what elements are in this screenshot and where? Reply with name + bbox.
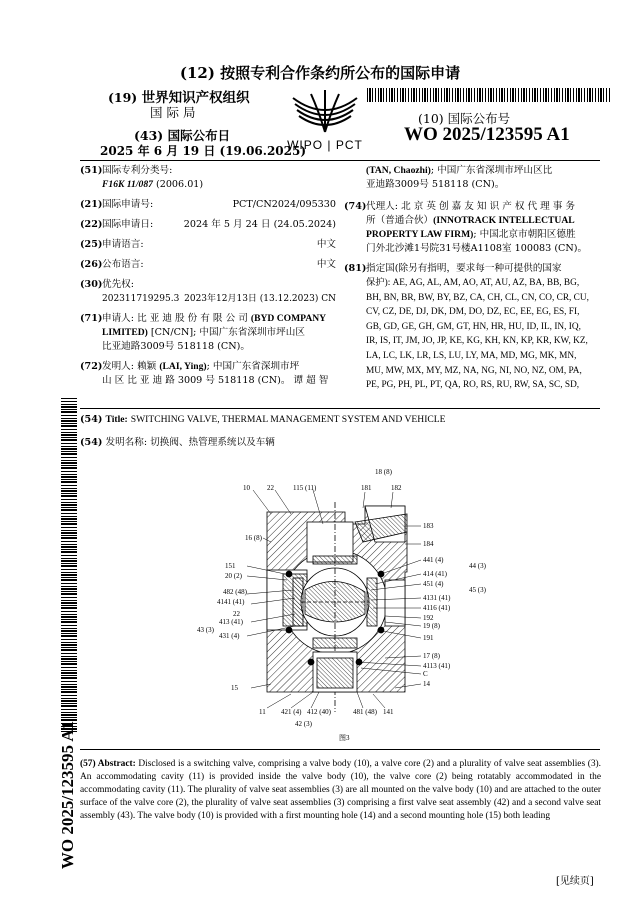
header-divider [80,160,600,161]
ref-42: 42 (3) [295,720,312,728]
document-type-title: (12) 按照专利合作条约所公布的国际申请 [179,64,461,82]
ref-16: 16 (8) [245,534,262,542]
pubdate-label: (43) 国际公布日 [134,128,231,143]
abstract-label: (57) Abstract: [80,759,136,769]
ipc-class: F16K 11/087 [102,179,153,190]
priority-row: 202311719295.3 2023年12月13日 (13.12.2023) CN [102,294,336,304]
ref-481: 481 (48) [353,708,377,716]
ref-4116: 4116 (41) [423,604,451,612]
left-bibliographic-column: (51) 国际专利分类号: F16K 11/087 (2006.01) (21)国际申请号: PCT/CN2024/095330 (22)国际申请日: 2024 年 5 月 24 日 (24.05.2024) (25)申请语言: 中文 (26)公布语言: 中文 (30) 优先权: 202311719295.3 2023年12月13日 (13.12.2023) CN (71) 申请人: 比 亚 迪 股 份 有 限 公 司 (BYD COMPANY LIMITED) [CN/CN]; 中国广东省深圳市坪山区 比亚迪路3009号 518118 (CN)。 (72) 发明人: 赖颖 (LAI, Ying); 中国广东省深圳市坪 山 区 比 亚 迪 路 3009 号 518118 (CN)。 谭 超 智 [80,165,336,386]
biblio-divider [80,408,600,409]
ref-191: 191 [423,634,434,642]
ref-482: 482 (48) [223,588,247,596]
ref-182: 182 [391,484,402,492]
ref-413: 413 (41) [219,618,243,626]
wipo-logo [283,88,367,154]
abstract-text: Disclosed is a switching valve, comprising a valve body (10), a valve core (2) and a plurality of valve seat assemblies (3). An accommodating cavity (11) is provided inside the valve body (10), the valve core (2) being rotatably accommodated in the accommodating cavity (11). The plurality of valve seat assemblies (3) are all mounted on the valve body (10) and are attached to the outer surface of the valve core (2), the plurality of valve seat assemblies (3) comprising a first valve seat assembly (42) and a second valve seat assembly (43). The valve body (10) is provided with a first mounting hole (14) and a second mounting hole (15) both leading [80,759,602,821]
field-21: (21)国际申请号: PCT/CN2024/095330 [80,199,336,210]
ref-115: 115 (11) [293,484,317,492]
ref-45: 45 (3) [469,586,486,594]
ref-431: 431 (4) [219,632,240,640]
ref-19: 19 (8) [423,622,440,630]
abstract-divider [80,749,600,750]
organization-name: (19) 世界知识产权组织 [108,90,250,106]
ref-10: 10 [243,484,250,492]
field-22: (22)国际申请日: 2024 年 5 月 24 日 (24.05.2024) [80,219,336,230]
ref-4131: 4131 (41) [423,594,451,602]
ref-151: 151 [225,562,236,570]
pubno-label: (10) 国际公布号 [418,111,511,126]
wipo-pct-text: WIPO | PCT [287,138,363,152]
ref-4113: 4113 (41) [423,662,451,670]
publication-number: WO 2025/123595 A1 [404,124,570,145]
filing-date: 2024 年 5 月 24 日 (24.05.2024) [183,219,336,230]
ref-181: 181 [361,484,372,492]
field-71: (71) 申请人: 比 亚 迪 股 份 有 限 公 司 (BYD COMPANY [80,313,327,324]
ref-C: C [423,670,428,678]
patent-figure [195,462,515,744]
ref-43: 43 (3) [197,626,214,634]
continued-note: [见续页] [556,876,594,887]
ref-20: 20 (2) [225,572,242,580]
ref-14: 14 [423,680,430,688]
ref-4141: 4141 (41) [217,598,245,606]
ref-141: 141 [383,708,394,716]
field-26: (26)公布语言: 中文 [80,259,336,270]
ref-421: 421 (4) [281,708,302,716]
ref-22b: 22 [233,610,240,618]
publication-date: 2025 年 6 月 19 日 (19.06.2025) [100,144,307,158]
designated-states: 保护): AE, AG, AL, AM, AO, AT, AU, AZ, BA, BB, BG, BH, BN, BR, BW, BY, BZ, CA, CH, CL, CN, CO, CR, CU, CV, CZ, DE, DJ, DK, DM, DO, DZ, EC, EE, EG, ES, FI, GB, GD, GE, GH, GM, GT, HN, HR, HU, ID, IL, IN, IQ, IR, IS, IT, JM, JO, JP, KE, KG, KH, KN, KP, KR, KW, KZ, LA, LC, LK, LR, LS, LU, LY, MA, MD, MG, MK, MN, MU, MW, MX, MY, MZ, NA, NG, NI, NO, NZ, OM, PA, PE, PG, PH, PL, PT, QA, RO, RS, RU, RW, SA, SC, SD, [366,278,589,391]
ref-22: 22 [267,484,274,492]
ref-412: 412 (40) [307,708,331,716]
field-74: (74) 代理人: 北 京 英 创 嘉 友 知 识 产 权 代 理 事 务 [344,201,576,212]
ref-441: 441 (4) [423,556,444,564]
side-publication-number: WO 2025/123595 A1 [58,720,77,869]
organization-sub: 国 际 局 [150,105,196,120]
figure-caption: 图3 [339,734,350,742]
field-30: (30) 优先权: [80,279,135,290]
ref-183: 183 [423,522,434,530]
org-name-text: 世界知识产权组织 [141,90,250,106]
publication-barcode [367,88,611,102]
ref-15: 15 [231,684,238,692]
ref-18: 18 (8) [375,468,392,476]
field-81: (81) 指定国(除另有指明，要求每一种可提供的国家 [344,263,562,274]
title-cn: (54) 发明名称: 切换阀、热管理系统以及车辆 [80,437,275,448]
valve-cross-section-drawing [195,462,515,744]
ref-184: 184 [423,540,434,548]
field-51: (51) 国际专利分类号: [80,165,173,176]
ref-44: 44 (3) [469,562,486,570]
ref-451: 451 (4) [423,580,444,588]
ref-192: 192 [423,614,434,622]
ref-17: 17 (8) [423,652,440,660]
title-en: (54) Title: SWITCHING VALVE, THERMAL MANAGEMENT SYSTEM AND VEHICLE [80,414,446,425]
ref-414: 414 (41) [423,570,447,578]
ref-11: 11 [259,708,266,716]
abstract [80,758,601,823]
field-72: (72) 发明人: 赖颖 (LAI, Ying); 中国广东省深圳市坪 [80,361,300,372]
side-barcode [61,398,77,732]
right-bibliographic-column: (TAN, Chaozhi) ; 中国广东省深圳市坪山区比 亚迪路3009号 518118 (CN)。 (74) 代理人: 北 京 英 创 嘉 友 知 识 产 权 代 理 事 务 所（普通合伙） (INNOTRACK INTELLECTUAL PROPERTY LAW FIRM) ; 中国北京市朝阳区德胜 门外北沙滩1号院31号楼A1108室 100083 (CN)。 (81) 指定国(除另有指明，要求每一种可提供的国家 保护): AE, AG, AL, AM, AO, AT, AU, AZ, BA, BB, BG, BH, BN, BR, BW, BY, BZ, CA, CH, CL, CN, CO, CR, CU, CV, CZ, DE, DJ, DK, DM, DO, DZ, EC, EE, EG, ES, FI, GB, GD, GE, GH, GM, GT, HN, HR, HU, ID, IL, IN, IQ, IR, IS, IT, JM, JO, JP, KE, KG, KH, KN, KP, KR, KW, KZ, LA, LC, LK, LR, LS, LU, LY, MA, MD, MG, MK, MN, MU, MW, MX, MY, MZ, NA, NG, NI, NO, NZ, OM, PA, PE, PG, PH, PL, PT, QA, RO, RS, RU, RW, SA, SC, SD, [344,164,604,393]
field-25: (25)申请语言: 中文 [80,239,336,250]
application-number: PCT/CN2024/095330 [232,199,336,210]
